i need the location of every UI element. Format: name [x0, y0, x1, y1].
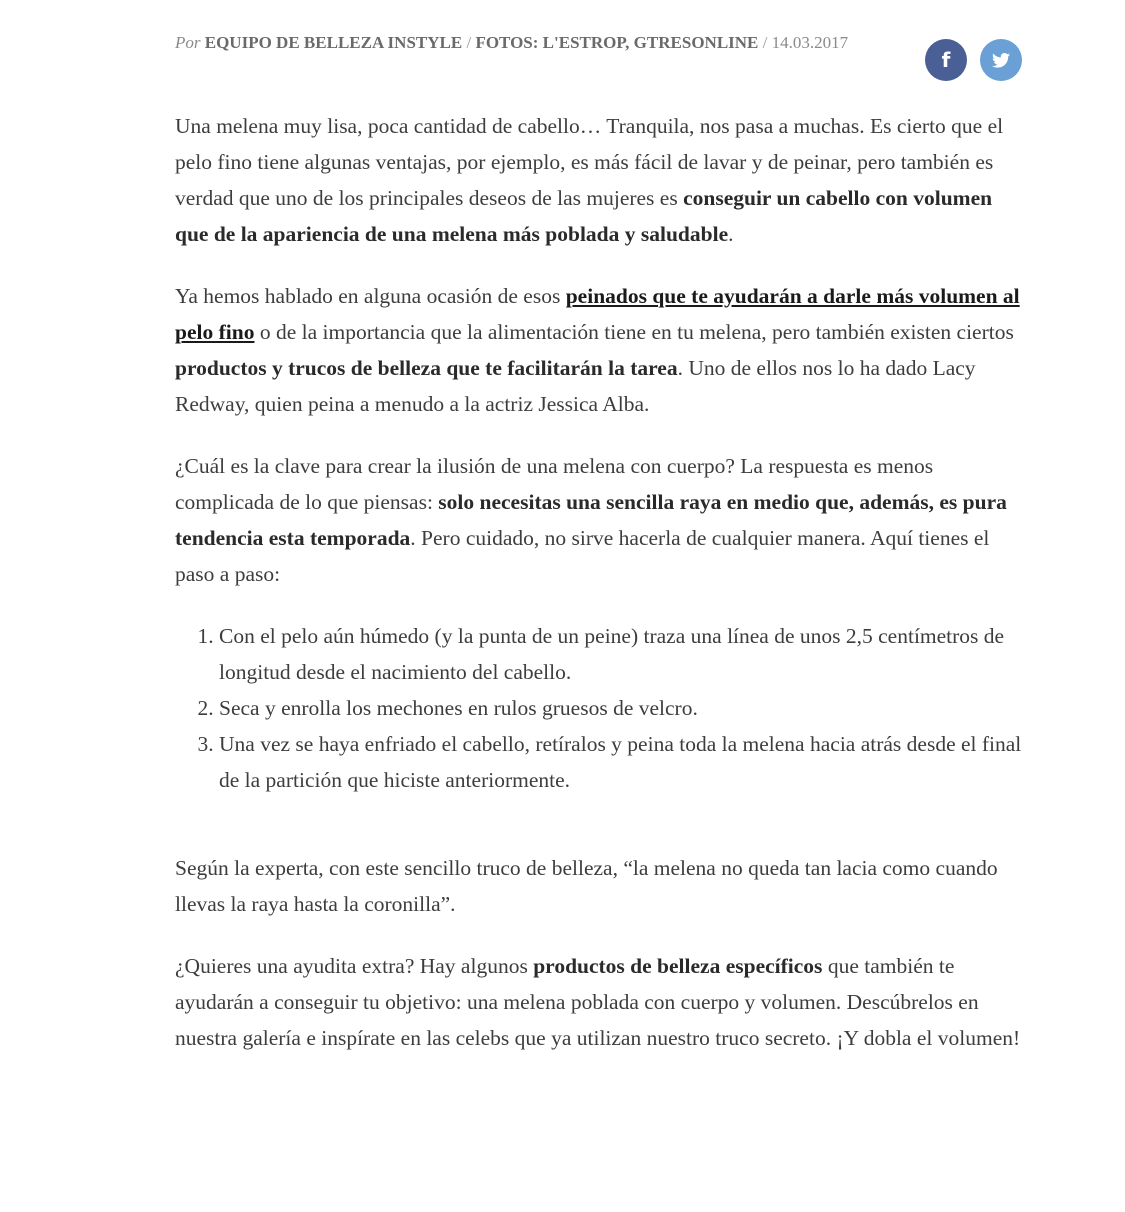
paragraph-text: ¿Cuál es la clave para crear la ilusión de una melena con cuerpo? La respuesta es menos complicada de lo que piensas: [175, 454, 934, 514]
paragraph-text: Una melena muy lisa, poca cantidad de cabello… Tranquila, nos pasa a muchas. Es cierto que el pelo fino tiene algunas ventajas, por ejemplo, es más fácil de lavar y de peinar, pero también es verdad que uno de los principales deseos de las mujeres es [175, 114, 1004, 210]
byline-author[interactable]: EQUIPO DE BELLEZA INSTYLE [204, 33, 463, 52]
article-byline [175, 30, 915, 56]
paragraph-text: ¿Quieres una ayudita extra? Hay algunos [175, 954, 534, 978]
byline-date: 14.03.2017 [771, 33, 849, 52]
byline-prefix: Por [175, 33, 201, 52]
byline-separator: / [758, 33, 772, 52]
bold-text: conseguir un cabello con volumen que de la apariencia de una melena más poblada y saludable [175, 186, 993, 246]
paragraph-closing [175, 948, 1025, 1056]
twitter-share-button[interactable] [980, 39, 1022, 81]
list-item: 3. Una vez se haya enfriado el cabello, retíralos y peina toda la melena hacia atrás desde el final de la partición que hiciste anteriormente. [219, 726, 1025, 798]
paragraph-text: . [728, 222, 734, 246]
byline-separator: / [462, 33, 476, 52]
facebook-icon: f [941, 48, 951, 72]
list-item: 1. Con el pelo aún húmedo (y la punta de un peine) traza una línea de unos 2,5 centímetros de longitud desde el nacimiento del cabello. [219, 618, 1025, 690]
bold-text: productos y trucos de belleza que te facilitarán la tarea [175, 356, 678, 380]
facebook-share-button[interactable] [925, 39, 967, 81]
paragraph-intro [175, 108, 1025, 252]
article-body [175, 108, 1025, 1082]
paragraph-text: o de la importancia que la alimentación tiene en tu melena, pero también existen ciertos [254, 320, 1014, 344]
paragraph-text: Ya hemos hablado en alguna ocasión de esos [175, 284, 566, 308]
article-link-peinados[interactable]: peinados que te ayudarán a darle más volumen al pelo fino [175, 284, 1020, 344]
paragraph-text: Según la experta, con este sencillo truco de belleza, “la melena no queda tan lacia como cuando llevas la raya hasta la coronilla”. [175, 856, 998, 916]
steps-list [175, 618, 1025, 798]
paragraph-text: . Uno de ellos nos lo ha dado Lacy Redway, quien peina a menudo a la actriz Jessica Alba. [175, 356, 976, 416]
paragraph-key [175, 448, 1025, 592]
byline-photo-credits: FOTOS: L'ESTROP, GTRESONLINE [475, 33, 759, 52]
bold-text: productos de belleza específicos [533, 954, 823, 978]
bold-text: solo necesitas una sencilla raya en medio que, además, es pura tendencia esta temporada [175, 490, 1007, 550]
paragraph-text: que también te ayudarán a conseguir tu objetivo: una melena poblada con cuerpo y volumen. Descúbrelos en nuestra galería e inspírate en las celebs que ya utilizan nuestro truco secreto. ¡Y dobla el volumen! [175, 954, 1021, 1050]
paragraph-text: . Pero cuidado, no sirve hacerla de cualquier manera. Aquí tienes el paso a paso: [175, 526, 990, 586]
paragraph-expert-quote [175, 850, 1025, 922]
paragraph-products [175, 278, 1025, 422]
twitter-icon [992, 53, 1010, 68]
list-item: 2. Seca y enrolla los mechones en rulos gruesos de velcro. [219, 690, 1025, 726]
